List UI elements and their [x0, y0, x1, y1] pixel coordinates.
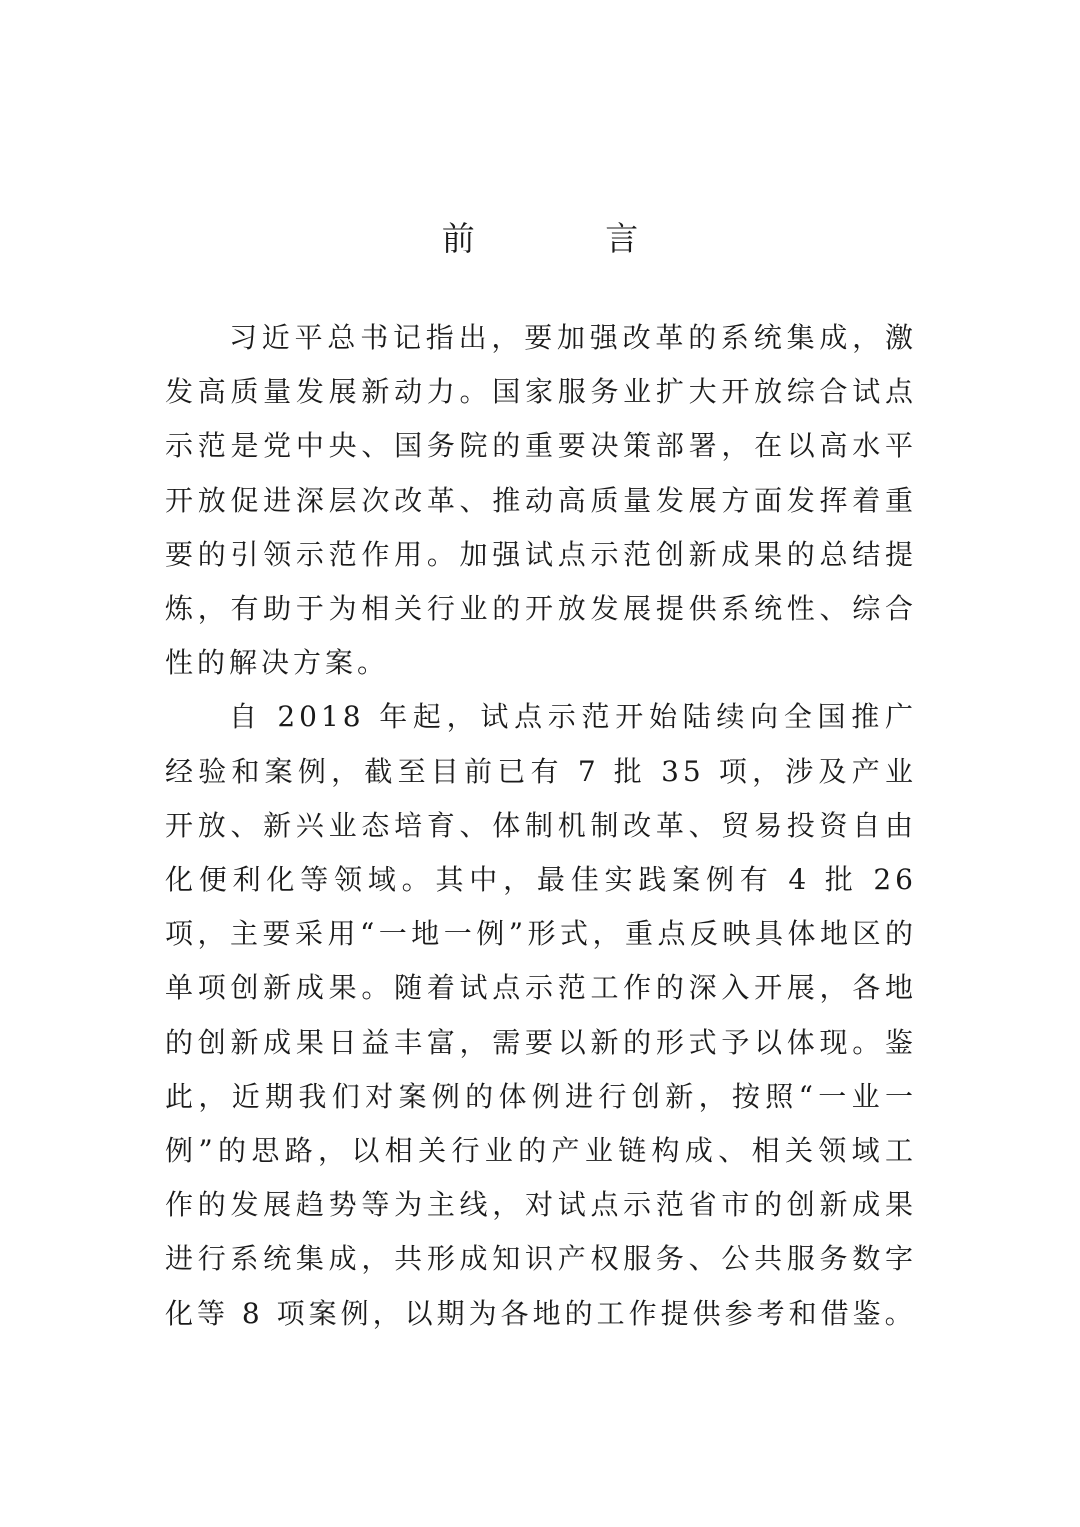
page-title: 前 言	[441, 219, 699, 259]
body-text	[165, 311, 917, 1341]
paragraph-2: 自 2018 年起，试点示范开始陆续向全国推广经验和案例，截至目前已有 7 批 35 项，涉及产业开放、新兴业态培育、体制机制改革、贸易投资自由化便利化等领域。其中，最佳实践案例有 4 批 26 项，主要采用“一地一例”形式，重点反映具体地区的单项创新成果。随着试点示范工作的深入开展，各地的创新成果日益丰富，需要以新的形式予以体现。鉴此，近期我们对案例的体例进行创新，按照“一业一例”的思路，以相关行业的产业链构成、相关领域工作的发展趋势等为主线，对试点示范省市的创新成果进行系统集成，共形成知识产权服务、公共服务数字化等 8 项案例，以期为各地的工作提供参考和借鉴。	[165, 700, 917, 1330]
paragraph-1: 习近平总书记指出，要加强改革的系统集成，激发高质量发展新动力。国家服务业扩大开放综合试点示范是党中央、国务院的重要决策部署，在以高水平开放促进深层次改革、推动高质量发展方面发挥着重要的引领示范作用。加强试点示范创新成果的总结提炼，有助于为相关行业的开放发展提供系统性、综合性的解决方案。	[165, 321, 917, 680]
